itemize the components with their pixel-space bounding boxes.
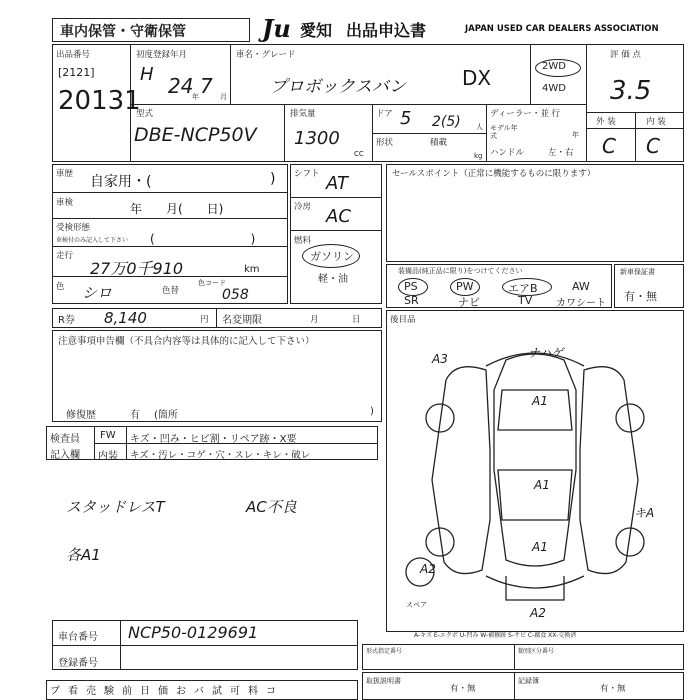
equipment-item-tv: TV — [518, 294, 533, 307]
cc-unit: CC — [354, 150, 364, 158]
name-change-month: 月 — [310, 315, 319, 325]
equipment-item-airbag: エアB — [508, 282, 538, 295]
model-label: 型式 — [136, 109, 154, 119]
exterior-label: 外 装 — [596, 117, 616, 127]
repair-value: 有 — [130, 410, 140, 421]
color-code-label: 色コード — [198, 279, 226, 287]
receipt-sub: 車検付のみ記入して下さい — [56, 237, 129, 244]
ac-label: 冷房 — [294, 202, 312, 212]
reg-era: H — [140, 64, 154, 85]
displacement-label: 排気量 — [290, 109, 316, 119]
shift-label: シフト — [294, 169, 320, 179]
fuel-gas: ガソリン — [310, 250, 354, 263]
fuel-other: 軽・油 — [318, 274, 348, 285]
equipment-item-aw: AW — [572, 280, 590, 293]
inspector-label-1: 検査員 — [50, 434, 80, 445]
reg-month-unit: 月 — [220, 93, 227, 101]
fw-label: FW — [100, 430, 116, 441]
note-ac: AC不良 — [246, 498, 297, 516]
receipt-label: 受検形態 — [56, 223, 91, 233]
bottom-cell-3: 売 — [86, 686, 96, 697]
capacity-unit: 人 — [476, 123, 483, 131]
bottom-cell-6: 日 — [140, 686, 150, 697]
repair-location-label: (箇所 — [154, 410, 178, 421]
fw-items: キズ・凹み・ヒビ割・リペア跡・X要 — [130, 434, 297, 445]
manual-options: 有・無 — [450, 684, 476, 694]
class-number-label: 類別区分番号 — [518, 648, 555, 655]
selling-points-label: セールスポイント（正常に機能するものに限ります） — [392, 169, 596, 179]
reg-year: 24 — [168, 74, 194, 98]
score-label: 評 価 点 — [610, 50, 641, 60]
bottom-cell-4: 験 — [104, 686, 114, 697]
repair-close: ) — [370, 406, 374, 417]
mileage-unit: km — [244, 264, 260, 275]
equipment-item-pw: PW — [456, 280, 474, 293]
record-options: 有・無 — [600, 684, 626, 694]
notes-label: 注意事項申告欄（不具合内容等は具体的に記入して下さい） — [58, 336, 315, 347]
damage-mark-rear: A1 — [532, 540, 548, 554]
color-change-label: 色替 — [162, 286, 180, 296]
note-each: 各A1 — [66, 546, 101, 564]
damage-mark-roof: A1 — [532, 394, 548, 408]
association-name: JAPAN USED CAR DEALERS ASSOCIATION — [465, 24, 659, 34]
receipt-paren: ( ) — [150, 232, 256, 246]
chassis-label: 車台番号 — [58, 632, 98, 643]
bottom-cell-5: 前 — [122, 686, 132, 697]
doors-label: ドア — [376, 109, 393, 119]
inspection-label: 車検 — [56, 198, 74, 208]
int-label: 内装 — [98, 451, 118, 462]
damage-mark-hage: ナハゲ — [528, 346, 564, 360]
color-value: シロ — [82, 284, 113, 302]
usage-label: 車歴 — [56, 169, 74, 179]
recycle-value: 8,140 — [104, 309, 147, 327]
repair-label: 修復歴 — [66, 410, 96, 421]
lot-number: 20131 — [58, 86, 141, 116]
mileage-value: 27万0千910 — [90, 259, 184, 278]
reg-year-unit: 年 — [192, 93, 199, 101]
inspection-fields: 年 月( 日) — [130, 202, 224, 216]
capacity-value: 2(5) — [432, 114, 461, 130]
usage-close: ) — [270, 171, 276, 187]
brand-pref: 愛知 — [300, 21, 333, 40]
interior-grade: C — [646, 134, 660, 158]
bottom-cell-13: コ — [266, 686, 276, 697]
airbag-circle — [502, 278, 552, 296]
equipment-label: 装備品(純正品に限り)をつけてください — [398, 267, 523, 275]
int-items: キズ・汚レ・コゲ・穴・スレ・キレ・破レ — [130, 450, 311, 461]
handle-options: 左・右 — [548, 148, 574, 158]
chassis-value: NCP50-0129691 — [128, 623, 259, 642]
bottom-cell-12: 料 — [248, 686, 258, 697]
ps-circle — [398, 278, 428, 296]
name-change-day: 日 — [352, 315, 361, 325]
score-value: 3.5 — [610, 76, 652, 106]
bottom-cell-7: 価 — [158, 686, 168, 697]
bottom-cell-10: 試 — [212, 686, 222, 697]
recycle-label: R券 — [58, 315, 75, 326]
equipment-item-seat: カワシート — [556, 298, 606, 309]
dealer-label: ディーラー・並 行 — [490, 109, 561, 119]
mileage-label: 走行 — [56, 251, 74, 261]
vehicle-name-label: 車名・グレード — [236, 50, 296, 60]
recycle-unit: 円 — [200, 315, 209, 325]
damage-mark-a3: A3 — [432, 352, 448, 366]
warranty-options: 有・無 — [624, 290, 657, 303]
damage-mark-a2-bottom: A2 — [530, 606, 546, 620]
first-reg-label: 初度登録年月 — [136, 50, 188, 60]
lot-bracket-number: [2121] — [58, 66, 95, 79]
reg-month: 7 — [200, 74, 213, 98]
damage-mark-a2-left: A2 — [420, 562, 436, 576]
after-label: 後目品 — [390, 315, 416, 325]
handle-label: ハンドル — [490, 148, 525, 158]
warranty-label: 新車保証書 — [620, 268, 655, 276]
fuel-label: 燃料 — [294, 236, 312, 246]
recycle-block — [52, 308, 382, 328]
usage-value: 自家用・( — [90, 174, 152, 190]
damage-mark-right: キA — [634, 506, 655, 520]
shift-value: AT — [326, 173, 348, 194]
drive-2wd: 2WD — [542, 61, 566, 72]
shape-label: 形状 — [376, 138, 394, 148]
bottom-cell-8: お — [176, 686, 186, 697]
bottom-cell-11: 可 — [230, 686, 240, 697]
damage-legend: A-キズ E-エクボ U-凹み W-補修跡 S-サビ C-腐食 XX-交換済 — [414, 632, 577, 639]
model-value: DBE-NCP50V — [134, 124, 257, 146]
spare-label: スペア — [406, 601, 427, 609]
drive-4wd: 4WD — [542, 83, 566, 94]
interior-label: 内 装 — [646, 117, 666, 127]
lot-label: 出品番号 — [56, 50, 91, 60]
kg-unit: kg — [474, 152, 483, 160]
displacement-value: 1300 — [294, 128, 340, 149]
equipment-item-ps: PS — [404, 280, 418, 293]
record-label: 記録簿 — [518, 677, 539, 685]
pw-circle — [450, 278, 480, 296]
name-change-label: 名変期限 — [222, 315, 262, 326]
manual-label: 取扱説明書 — [366, 677, 401, 685]
equipment-item-navi: ナビ — [458, 296, 480, 309]
load-label: 積載 — [430, 138, 448, 148]
doors-value: 5 — [400, 108, 412, 129]
vehicle-grade: DX — [462, 66, 492, 90]
bottom-cell-2: 看 — [68, 686, 78, 697]
form-title: 出品申込書 — [346, 21, 427, 40]
ju-logo: Ju — [262, 14, 291, 43]
color-code: 058 — [222, 287, 249, 303]
bottom-cell-9: バ — [194, 686, 204, 697]
ac-value: AC — [326, 206, 351, 227]
storage-label: 車内保管・守衛保管 — [60, 24, 186, 40]
bottom-cell-1: ブ — [50, 686, 60, 697]
model-year-label: モデル年式 — [490, 124, 518, 140]
inspector-label-2: 記入欄 — [50, 450, 80, 461]
registration-no-label: 登録番号 — [58, 658, 98, 669]
equipment-item-sr: SR — [404, 294, 419, 307]
vehicle-name: プロボックスバン — [270, 77, 406, 97]
note-studless: スタッドレスT — [66, 498, 165, 516]
bottom-cells — [50, 682, 276, 697]
damage-mark-center: A1 — [534, 478, 550, 492]
shape-number-label: 形式指定番号 — [366, 648, 403, 655]
model-year-suffix: 年 — [572, 131, 579, 139]
color-label: 色 — [56, 282, 65, 292]
exterior-grade: C — [602, 134, 616, 158]
